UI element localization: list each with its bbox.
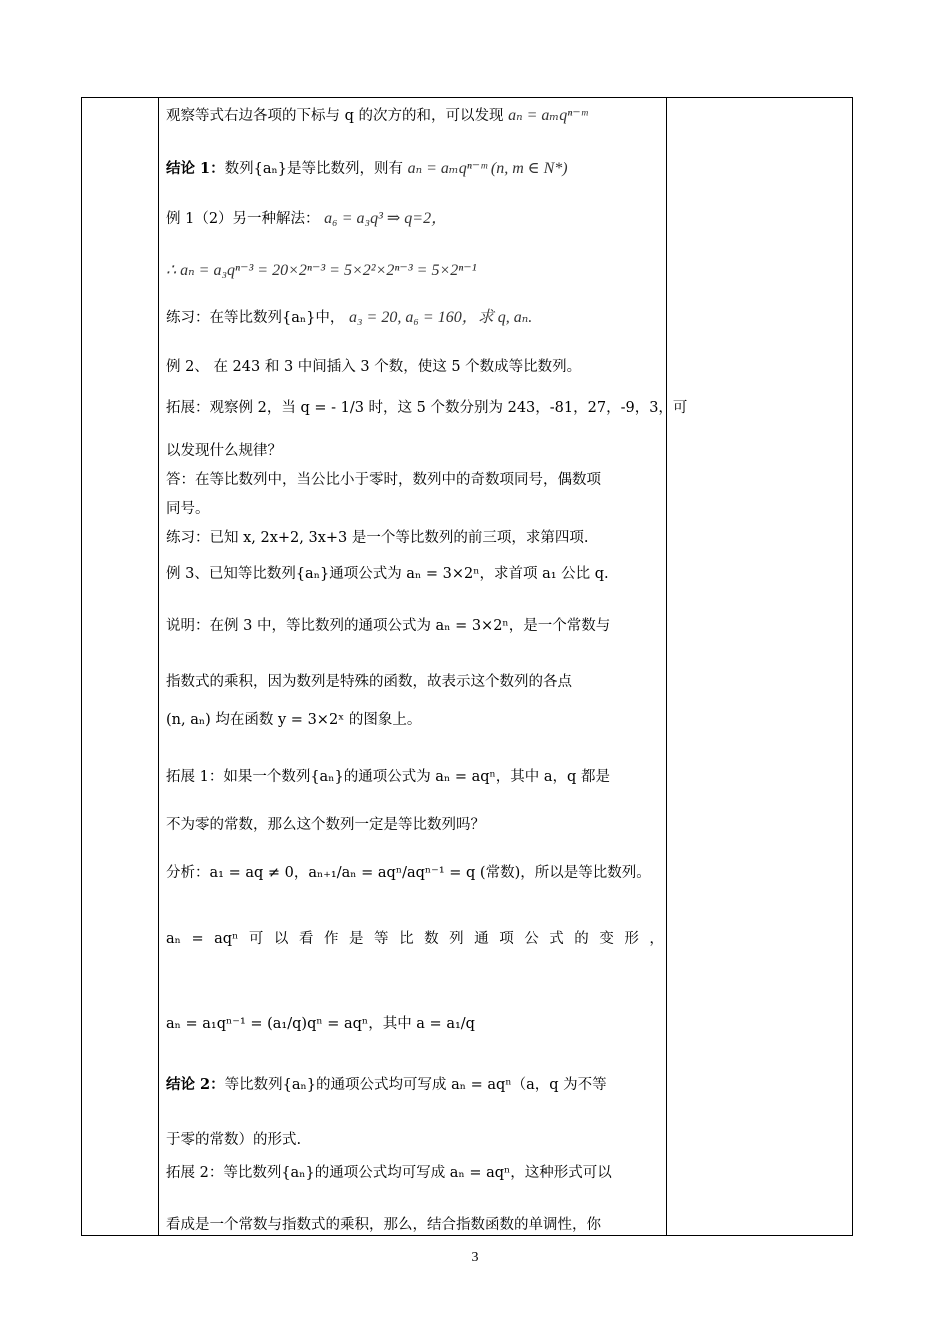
text-line: 于零的常数）的形式. (166, 1132, 302, 1148)
text-line: 拓展：观察例 2，当 q = - 1/3 时，这 5 个数分别为 243，-81，27，-9，3，可 (166, 400, 688, 416)
text-line: 指数式的乘积，因为数列是特殊的函数，故表示这个数列的各点 (166, 674, 572, 690)
text-line: 以发现什么规律？ (166, 443, 282, 459)
text-line: 观察等式右边各项的下标与 q 的次方的和，可以发现 aₙ = aₘqⁿ⁻ᵐ (166, 107, 588, 124)
text-line: 例 1（2）另一种解法： a₆ = a₃q³ ⇒ q=2， (166, 210, 448, 227)
lesson-table (81, 97, 853, 1236)
math-line: ∴ aₙ = a₃qⁿ⁻³ = 20×2ⁿ⁻³ = 5×2²×2ⁿ⁻³ = 5×2ⁿ⁻¹ (166, 262, 477, 279)
text-line: 练习：已知 x, 2x+2, 3x+3 是一个等比数列的前三项，求第四项. (166, 530, 589, 546)
page-number: 3 (471, 1250, 479, 1265)
column-divider-right (666, 98, 667, 1235)
text-line: 练习：在等比数列{aₙ}中， a₃ = 20, a₆ = 160，求 q, aₙ. (166, 309, 533, 326)
column-divider-left (158, 98, 159, 1235)
math-line: aₙ = a₁qⁿ⁻¹ = (a₁/q)qⁿ = aqⁿ，其中 a = a₁/q (166, 1016, 475, 1032)
text-line: 同号。 (166, 501, 210, 517)
text-line: 看成是一个常数与指数式的乘积，那么，结合指数函数的单调性，你 (166, 1217, 601, 1233)
text-line: 例 3、已知等比数列{aₙ}通项公式为 aₙ = 3×2ⁿ，求首项 a₁ 公比 q. (166, 566, 609, 582)
text-line: 答：在等比数列中，当公比小于零时，数列中的奇数项同号，偶数项 (166, 472, 601, 488)
text-line: 说明：在例 3 中，等比数列的通项公式为 aₙ = 3×2ⁿ，是一个常数与 (166, 618, 611, 634)
text-line: 分析：a₁ = aq ≠ 0，aₙ₊₁/aₙ = aqⁿ/aqⁿ⁻¹ = q (常数)，所以是等比数列。 (166, 865, 651, 881)
text-line: 不为零的常数，那么这个数列一定是等比数列吗？ (166, 817, 485, 833)
text-line: 例 2、 在 243 和 3 中间插入 3 个数，使这 5 个数成等比数列。 (166, 359, 582, 375)
text-line: (n, aₙ) 均在函数 y = 3×2ˣ 的图象上。 (166, 712, 422, 728)
text-line: aₙ = aqⁿ 可 以 看 作 是 等 比 数 列 通 项 公 式 的 变 形 ， (166, 931, 664, 947)
text-line: 拓展 1：如果一个数列{aₙ}的通项公式为 aₙ = aqⁿ，其中 a，q 都是 (166, 769, 610, 785)
conclusion-line: 结论 2：等比数列{aₙ}的通项公式均可写成 aₙ = aqⁿ（a，q 为不等 (166, 1076, 607, 1093)
conclusion-line: 结论 1：数列{aₙ}是等比数列，则有 aₙ = aₘqⁿ⁻ᵐ (n, m ∈ N*) (166, 160, 568, 177)
text-line: 拓展 2：等比数列{aₙ}的通项公式均可写成 aₙ = aqⁿ，这种形式可以 (166, 1165, 612, 1181)
